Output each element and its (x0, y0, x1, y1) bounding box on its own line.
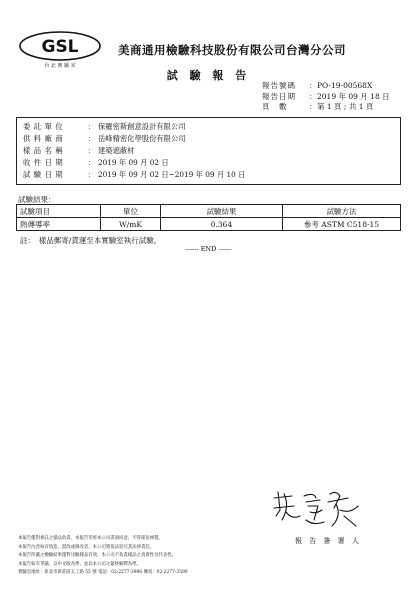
footer-line: 本報告所載之檢驗結果僅對送驗樣品有效，本公司不負責樣品之真實性及代表性。 (18, 553, 177, 558)
header-cell: 單位 (101, 205, 161, 218)
test-item-cell: 熱傳導率 (17, 218, 101, 231)
report-title: 試 驗 報 告 (166, 69, 251, 82)
info-key: 供料廠商 (23, 134, 67, 143)
results-header-row (17, 205, 401, 218)
company-name: 美商通用檢驗科技股份有限公司台灣分公司 (118, 43, 346, 57)
note-text: 註： 樣品郵寄/貨運至本實驗室執行試驗。 (20, 236, 162, 245)
info-key: 樣品名稱 (23, 146, 67, 155)
signer-role: 報 告 簽 署 人 (295, 537, 362, 545)
header-cell: 試驗方法 (283, 205, 401, 218)
logo-subtext: 台 北 實 驗 室 (44, 63, 76, 69)
info-received-date: 收件日期 ： 2019 年 09 月 02 日 (23, 158, 169, 167)
method-cell: 參考 ASTM C518-15 (283, 218, 401, 231)
results-label: 試驗結果： (18, 195, 56, 204)
result-cell: 0.364 (161, 218, 283, 231)
info-key: 收件日期 (23, 158, 67, 167)
logo-text: GSL (41, 37, 79, 57)
meta-report-date: 報告日期 ： 2019 年 09 月 18 日 (262, 91, 390, 101)
header-cell: 試驗項目 (17, 205, 101, 218)
info-client: 委託單位 ： 保羅密斯創意設計有限公司 (23, 122, 186, 131)
meta-key: 報告號碼 (262, 81, 296, 90)
info-value: 2019 年 09 月 02 日~2019 年 09 月 10 日 (98, 170, 246, 179)
meta-report-number: 報告號碼 ： PO-19-00568X (262, 81, 373, 90)
footer-disclaimer (18, 535, 188, 578)
header-cell: 試驗結果 (161, 205, 283, 218)
report-meta (262, 81, 390, 113)
info-value: 2019 年 09 月 02 日 (98, 158, 169, 167)
results-table (16, 204, 401, 231)
info-key: 試驗日期 (23, 170, 67, 179)
footer-line: 本報告內容如有偽造、竄改或修改者，本公司將依法追究其法律責任。 (18, 544, 155, 550)
meta-value: 第 1 頁 ; 共 1 頁 (317, 102, 374, 111)
table-row (17, 218, 401, 231)
meta-value: 2019 年 09 月 18 日 (317, 91, 390, 101)
meta-key: 報告日期 (262, 91, 296, 101)
info-value: 岳峰精密化學股份有限公司 (98, 134, 186, 143)
info-key: 委託單位 (23, 122, 67, 131)
footer-line: 本報告如有爭議，以中文版為準，並以本公司之最終解釋為準。 (18, 561, 141, 567)
info-value: 保羅密斯創意設計有限公司 (98, 122, 186, 131)
handwritten-signature (270, 486, 362, 532)
info-test-date: 試驗日期 ： 2019 年 09 月 02 日~2019 年 09 月 10 日 (23, 170, 246, 179)
sample-info-box (16, 117, 401, 185)
unit-cell: W/mK (101, 218, 161, 231)
footer-line: 實驗室地址：新北市新莊區五工路 55 號 電話：02-2277-3996 傳真：02-2277-3590 (18, 570, 188, 575)
info-value: 建築遮蔽材 (98, 146, 135, 155)
meta-key: 頁 數 (262, 102, 288, 111)
meta-value: PO-19-00568X (317, 81, 373, 90)
gsl-logo (18, 30, 102, 70)
info-supplier: 供料廠商 ： 岳峰精密化學股份有限公司 (23, 134, 186, 143)
info-sample-name: 樣品名稱 ： 建築遮蔽材 (23, 146, 135, 155)
meta-pages: 頁 數 ： 第 1 頁 ; 共 1 頁 (262, 102, 374, 111)
end-marker: ------ END ------ (185, 245, 232, 253)
footer-line: 本報告僅對委託之樣品負責，本報告非經本公司書面同意，不得部份複製。 (18, 536, 163, 541)
